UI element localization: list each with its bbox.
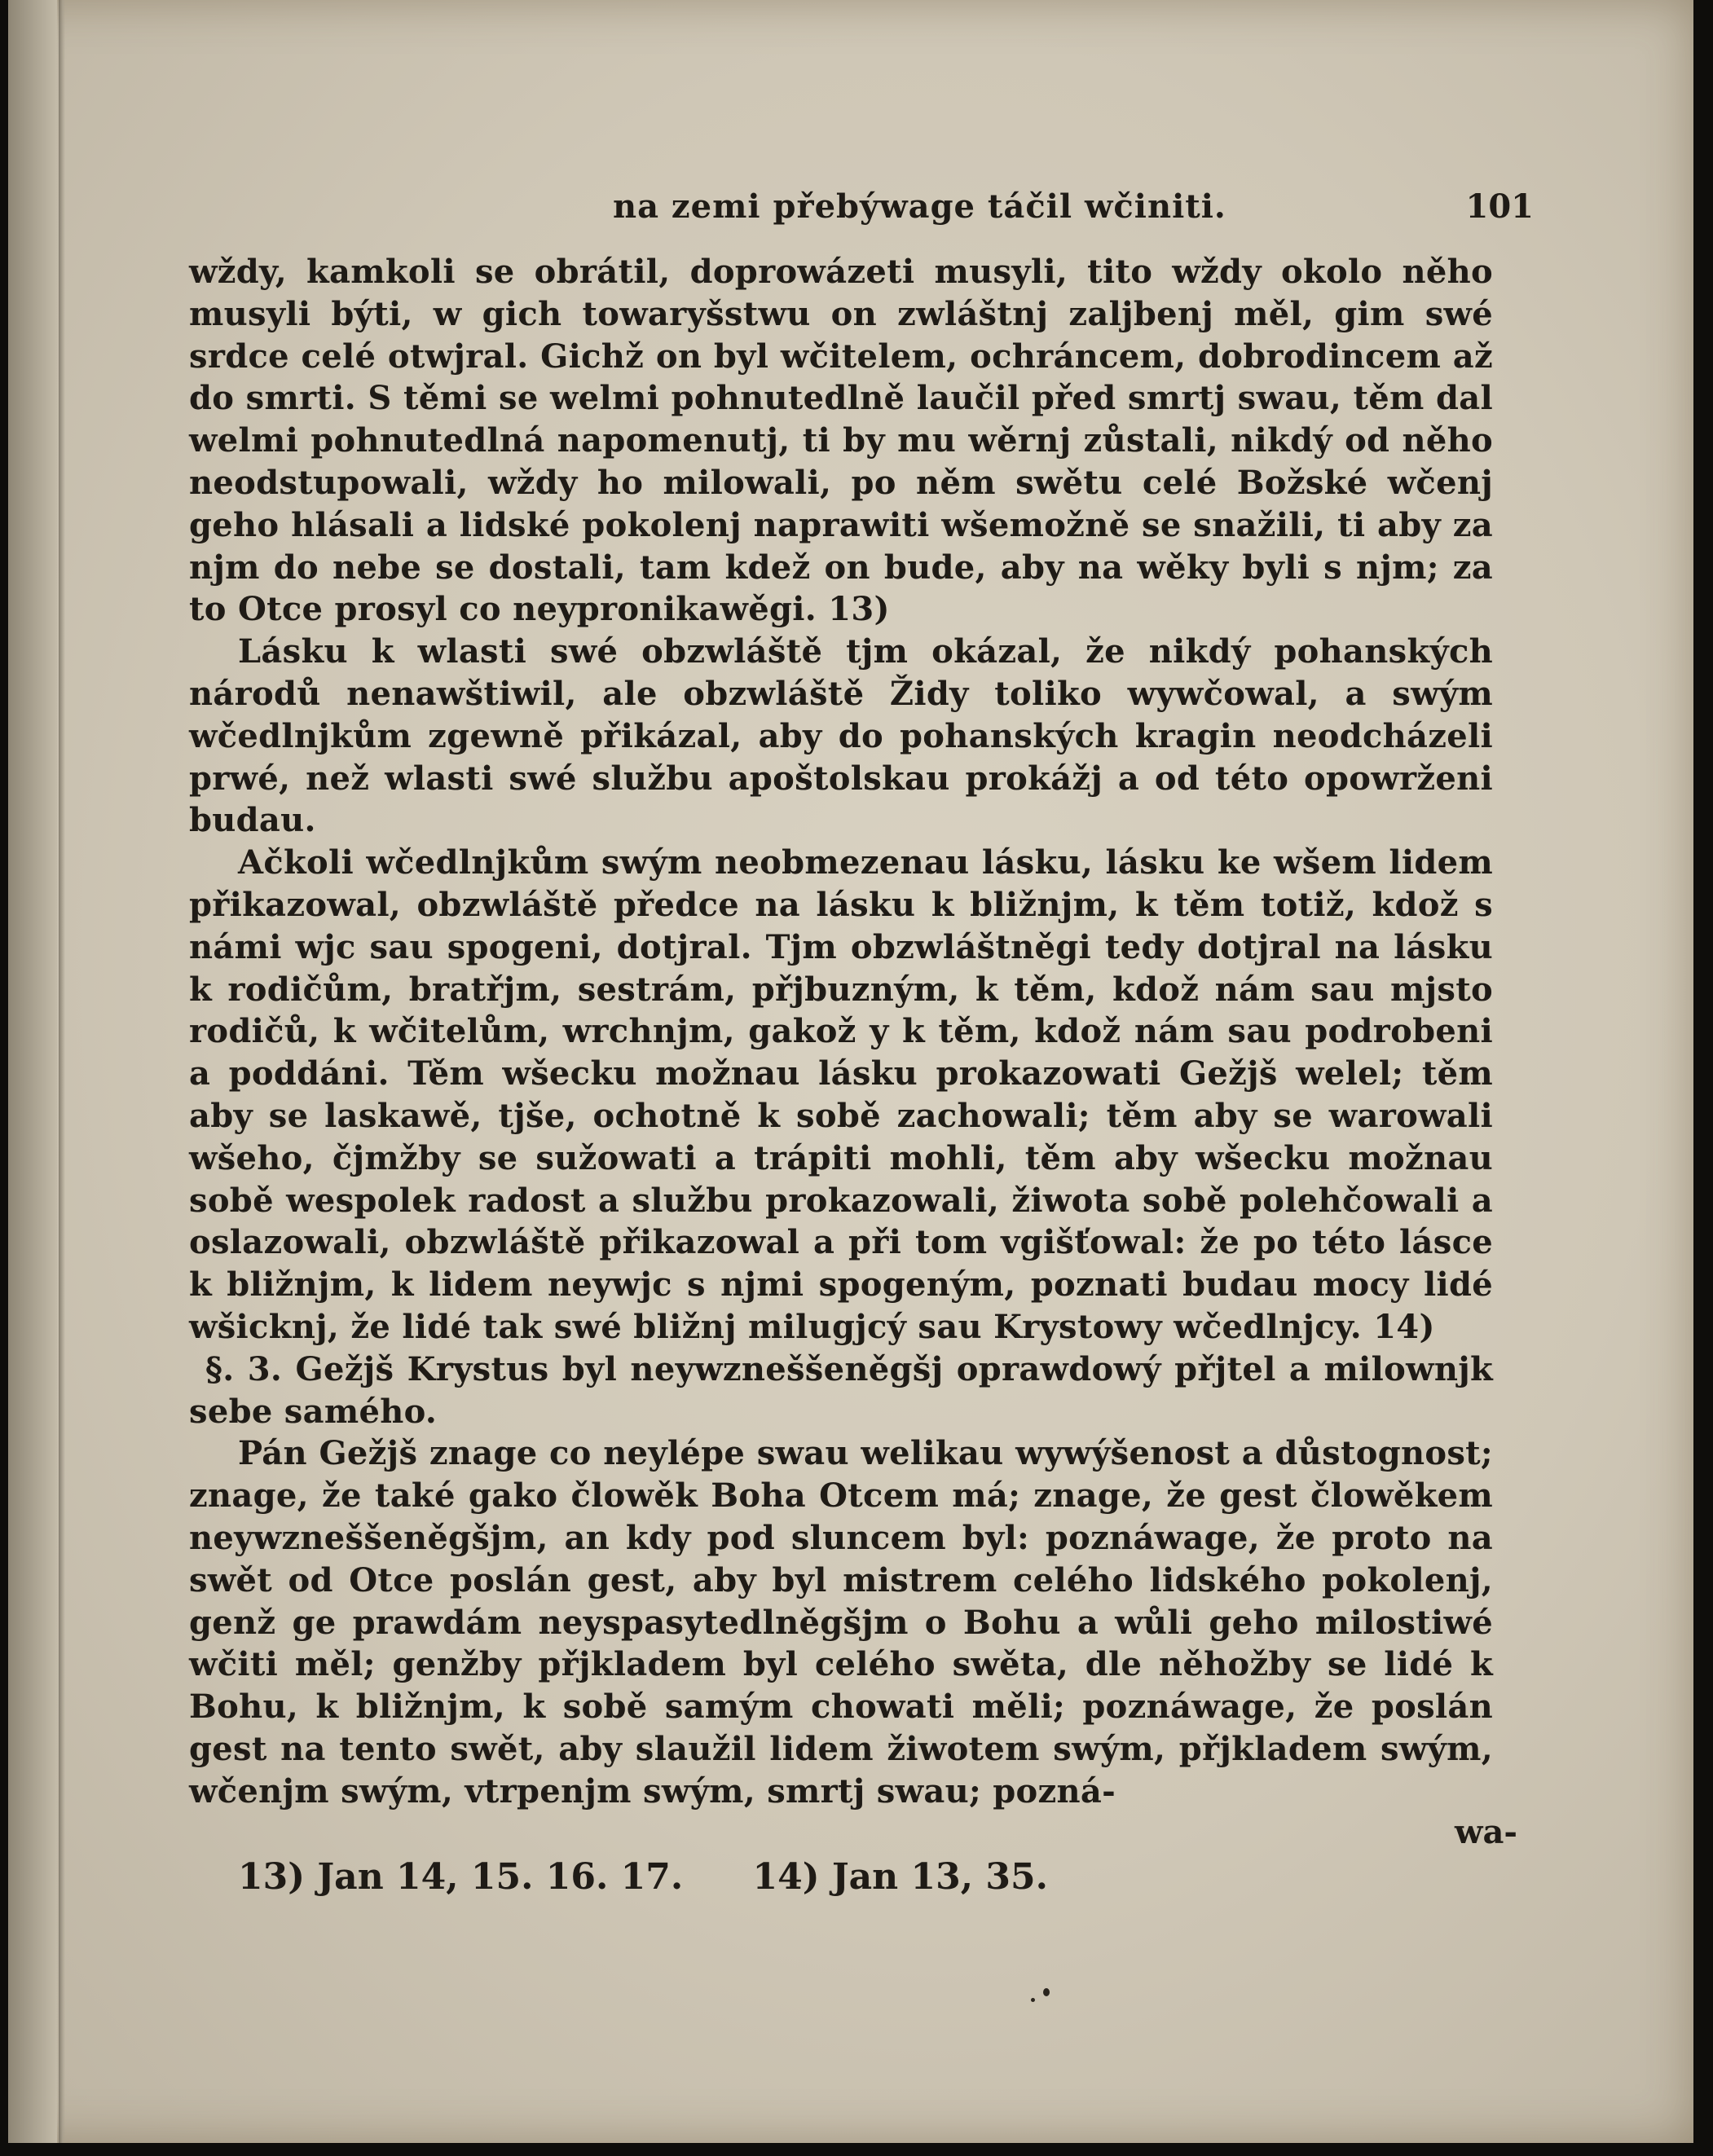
ink-speck — [1043, 1988, 1050, 1996]
footnote: 13) Jan 14, 15. 16. 17. — [238, 1856, 684, 1899]
paragraph: wždy, kamkoli se obrátil, doprowázeti musyli, tito wždy okolo něho musyli býti, w gich towaryšstwu on zwláštnj zaljbenj měl, gim swé srdce celé otwjral. Gichž on byl wčitelem, ochráncem, dobrodincem až do smrti. S těmi se welmi pohnutedlně laučil před smrtj swau, těm dal welmi pohnutedlná napomenutj, ti by mu wěrnj zůstali, nikdý od něho neodstupowali, wždy ho milowali, po něm swětu celé Božské wčenj geho hlásali a lidské pokolenj naprawiti wšemožně se snažili, ti aby za njm do nebe se dostali, tam kdež on bude, aby na wěky byli s njm; za to Otce prosyl co neypronikawěgi. 13) — [189, 253, 1493, 629]
paragraph: Ačkoli wčedlnjkům swým neobmezenau lásku, lásku ke wšem lidem přikazowal, obzwláště předce na lásku k bližnjm, k těm totiž, kdož s námi wjc sau spogeni, dotjral. Tjm obzwláštněgi tedy dotjral na lásku k rodičům, bratřjm, sestrám, přjbuzným, k těm, kdož nám sau mjsto rodičů, k wčitelům, wrchnjm, gakož y k těm, kdož nám sau podrobeni a poddáni. Těm wšecku možnau lásku prokazowati Gežjš welel; těm aby se laskawě, tjše, ochotně k sobě zachowali; těm aby se warowali wšeho, čjmžby se sužowati a trápiti mohli, těm aby wšecku možnau sobě wespolek radost a službu prokazowali, žiwota sobě polehčowali a oslazowali, obzwláště přikazowal a při tom vgišťowal: že po této lásce k bližnjm, k lidem neywjc s njmi spogeným, poznati budau mocy lidé wšicknj, že lidé tak swé bližnj milugjcý sau Krystowy wčedlnjcy. 14) — [189, 843, 1493, 1346]
page-edge-line — [59, 0, 65, 2143]
page-number: 101 — [1465, 187, 1534, 226]
ink-speck — [1031, 1998, 1035, 2002]
footnote: 14) Jan 13, 35. — [752, 1856, 1048, 1899]
body-text — [189, 251, 1493, 1812]
catchword: wa- — [1455, 1813, 1517, 1852]
running-head-title: na zemi přebýwage táčil wčiniti. — [613, 187, 1226, 226]
text-block — [189, 179, 1534, 1902]
paragraph: Pán Gežjš znage co neylépe swau welikau wywýšenost a důstognost; znage, že také gako člowěk Boha Otcem má; znage, že gest člowěkem neywzneššeněgšjm, an kdy pod sluncem byl: poznáwage, že proto na swět od Otce poslán gest, aby byl mistrem celého lidského pokolenj, genž ge prawdám neyspasytedlněgšjm o Bohu a wůli geho milostiwé wčiti měl; genžby přjkladem byl celého swěta, dle něhožby se lidé k Bohu, k bližnjm, k sobě samým chowati měli; poznáwage, že poslán gest na tento swět, aby slaužil lidem žiwotem swým, přjkladem swým, wčenjm swým, vtrpenjm swým, smrtj swau; pozná- — [189, 1434, 1493, 1811]
footnotes — [238, 1853, 1493, 1902]
book-page — [8, 0, 1693, 2143]
paragraph: Lásku k wlasti swé obzwláště tjm okázal, že nikdý pohanských národů nenawštiwil, ale obzwláště Židy toliko wywčowal, a swým wčedlnjkům zgewně přikázal, aby do pohanských kragin neodcházeli prwé, než wlasti swé službu apoštolskau prokážj a od této opowrženi budau. — [189, 632, 1493, 840]
section-heading: §. 3. Gežjš Krystus byl neywzneššeněgšj oprawdowý přjtel a milownjk sebe samého. — [189, 1349, 1493, 1431]
running-head — [189, 179, 1534, 236]
binding-shadow — [8, 0, 57, 2143]
